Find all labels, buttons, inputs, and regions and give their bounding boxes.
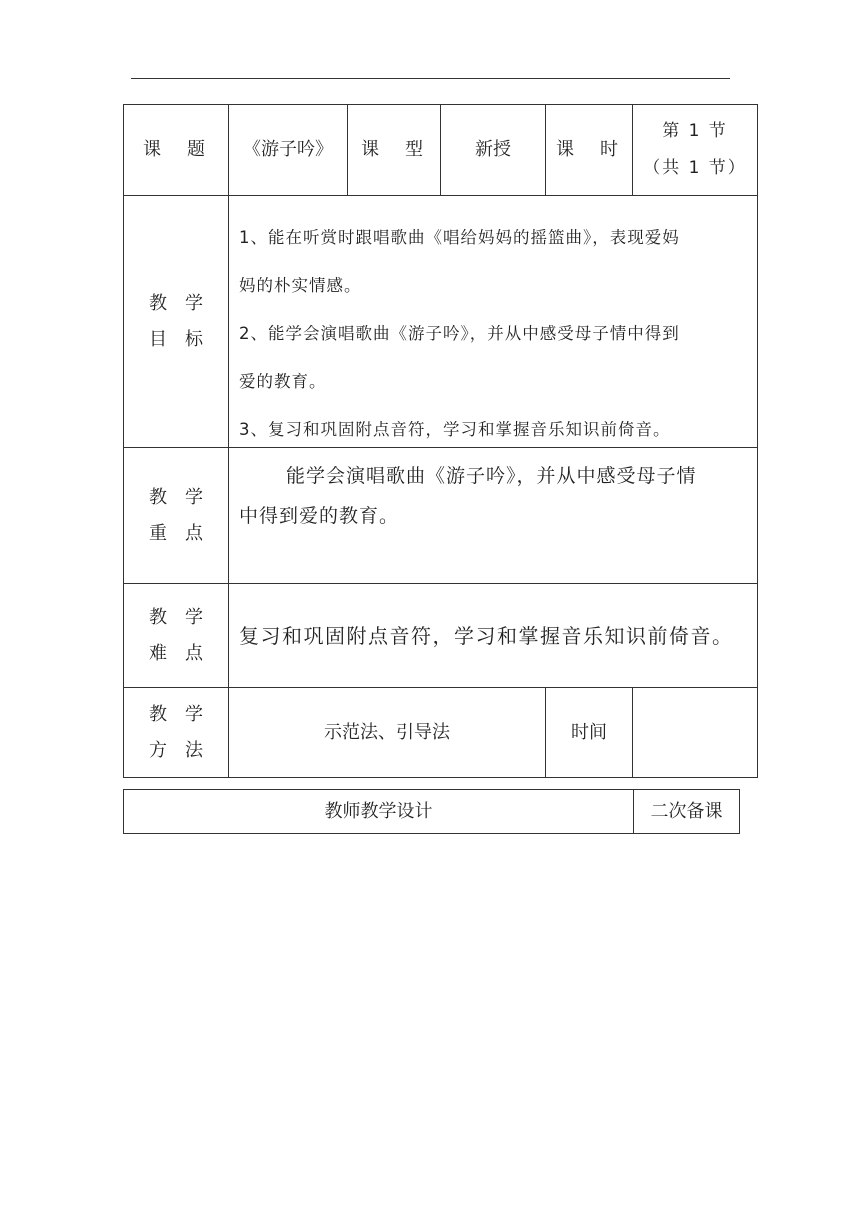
period-line2: （共 1 节） <box>643 158 747 178</box>
topic-value: 《游子吟》 <box>228 104 348 196</box>
period-value <box>632 104 758 196</box>
objectives-label-line2: 目 标 <box>149 328 203 350</box>
key-points-label <box>123 447 229 584</box>
difficulties-label <box>123 583 229 688</box>
objectives-label <box>123 195 229 448</box>
objective-line: 2、能学会演唱歌曲《游子吟》，并从中感受母子情中得到 <box>239 324 680 343</box>
header-rule <box>131 78 730 79</box>
objective-line: 妈的朴实情感。 <box>239 276 362 295</box>
difficulties-label-line2: 难 点 <box>149 642 203 664</box>
type-value: 新授 <box>440 104 546 196</box>
time-label: 时间 <box>545 687 633 778</box>
topic-label: 课 题 <box>123 104 229 196</box>
difficulties-label-line1: 教 学 <box>149 606 203 628</box>
methods-value: 示范法、引导法 <box>228 687 546 778</box>
time-value <box>632 687 758 778</box>
key-points-line1: 能学会演唱歌曲《游子吟》，并从中感受母子情 <box>286 465 697 487</box>
objective-line: 爱的教育。 <box>239 372 327 391</box>
type-label: 课 型 <box>347 104 441 196</box>
key-points-content <box>228 447 758 584</box>
objectives-label-line1: 教 学 <box>149 292 203 314</box>
key-points-label-line2: 重 点 <box>149 522 203 544</box>
objective-line: 3、复习和巩固附点音符，学习和掌握音乐知识前倚音。 <box>239 420 671 439</box>
objective-line: 1、能在听赏时跟唱歌曲《唱给妈妈的摇篮曲》，表现爱妈 <box>239 228 680 247</box>
methods-label <box>123 687 229 778</box>
period-label: 课 时 <box>545 104 633 196</box>
methods-label-line1: 教 学 <box>149 703 203 725</box>
key-points-line2: 中得到爱的教育。 <box>239 505 400 527</box>
teacher-design-header: 教师教学设计 <box>123 789 634 834</box>
second-prep-header: 二次备课 <box>633 789 740 834</box>
key-points-label-line1: 教 学 <box>149 486 203 508</box>
difficulties-content: 复习和巩固附点音符，学习和掌握音乐知识前倚音。 <box>228 583 758 688</box>
objectives-content <box>228 195 758 448</box>
period-line1: 第 1 节 <box>662 121 728 141</box>
methods-label-line2: 方 法 <box>149 739 203 761</box>
